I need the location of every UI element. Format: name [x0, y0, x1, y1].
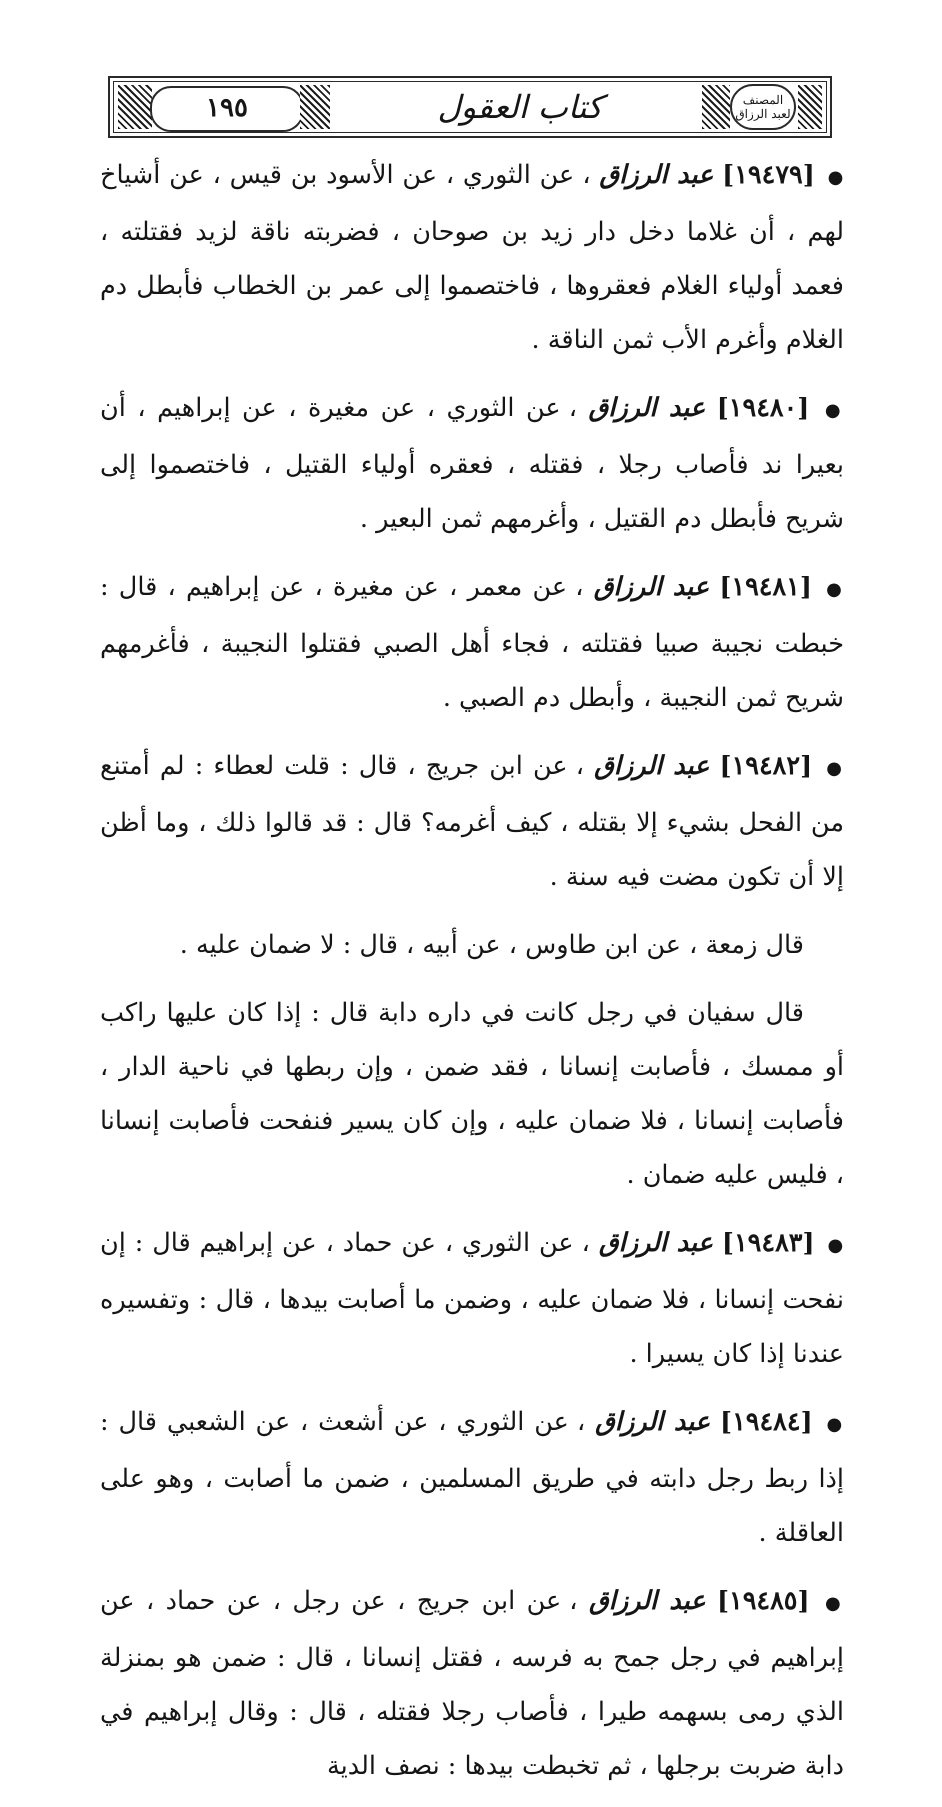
narrator: عبد الرزاق: [593, 572, 710, 602]
bullet-icon: ●: [827, 1235, 845, 1256]
bullet-icon: ●: [824, 400, 845, 421]
ornament-left-outer: [118, 85, 152, 129]
hadith-text: ، عن الثوري ، عن الأسود بن قيس ، عن أشياخ لهم ، أن غلاما دخل دار زيد بن صوحان ، فضربته ناقة لزيد فقتلته ، فعمد أولياء الغلام فعقروها ، فاختصموا إلى عمر بن الخطاب فأبطل دم الغلام وأغرم الأب ثمن الناقة .: [100, 160, 844, 355]
narrator: عبد الرزاق: [594, 751, 710, 781]
page-body: [100, 148, 844, 1807]
book-title: كتاب العقول: [437, 88, 603, 126]
hadith-text: ، عن الثوري ، عن حماد ، عن إبراهيم قال : إن نفحت إنسانا ، فلا ضمان عليه ، وضمن ما أصابت بيدها ، قال : وتفسيره عندنا إذا كان يسيرا .: [100, 1228, 844, 1369]
bullet-icon: ●: [827, 167, 844, 188]
hadith-number: [١٩٤٨٠]: [716, 393, 810, 423]
note-zamaa: قال زمعة ، عن ابن طاوس ، عن أبيه ، قال : لا ضمان عليه .: [179, 930, 804, 960]
narrator: عبد الرزاق: [598, 1228, 713, 1258]
bullet-icon: ●: [826, 579, 844, 600]
hadith-text: ، عن معمر ، عن مغيرة ، عن إبراهيم ، قال : خبطت نجيبة صبيا فقتلته ، فجاء أهل الصبي فقتلوا النجيبة ، فأغرمهم شريح ثمن النجيبة ، وأبطل دم الصبي .: [100, 572, 844, 713]
hadith-number: [١٩٤٨١]: [719, 572, 812, 602]
hadith-text: ، عن ابن جريج ، عن رجل ، عن حماد ، عن إبراهيم في رجل جمح به فرسه ، فقتل إنسانا ، قال : ضمن هو بمنزلة الذي رمى بسهمه طيرا ، فأصاب رجلا فقتله ، قال : وقال إبراهيم في دابة ضربت برجلها ، ثم تخبطت بيدها : نصف الدية: [100, 1586, 844, 1781]
hadith-19480: [100, 381, 844, 546]
narrator: عبد الرزاق: [588, 1586, 706, 1616]
hadith-number: [١٩٤٨٤]: [720, 1407, 813, 1437]
ornament-right-inner: [702, 85, 730, 129]
bullet-icon: ●: [824, 1593, 844, 1614]
hadith-number: [١٩٤٨٥]: [716, 1586, 810, 1616]
narrator: عبد الرزاق: [599, 160, 714, 190]
page-number: ١٩٥: [150, 86, 304, 132]
hadith-text: ، عن ابن جريج ، قال : قلت لعطاء : لم أمتنع من الفحل بشيء إلا بقتله ، كيف أغرمه؟ قال : قد قالوا ذلك ، وما أظن إلا أن تكون مضت فيه سنة .: [100, 751, 844, 892]
hadith-19481: [100, 560, 844, 725]
ornament-left-inner: [300, 85, 330, 129]
hadith-text: ، عن الثوري ، عن مغيرة ، عن إبراهيم ، أن بعيرا ند فأصاب رجلا ، فقتله ، فعقره أولياء القتيل ، فاختصموا إلى شريح فأبطل دم القتيل ، وأغرمهم ثمن البعير .: [100, 393, 844, 534]
page-header: [108, 76, 832, 138]
bullet-icon: ●: [826, 1414, 844, 1435]
bullet-icon: ●: [826, 758, 844, 779]
hadith-number: [١٩٤٨٣]: [721, 1228, 815, 1258]
narrator: عبد الرزاق: [595, 1407, 711, 1437]
hadith-19479: [100, 148, 844, 367]
hadith-19485: [100, 1574, 844, 1793]
hadith-number: [١٩٤٧٩]: [722, 160, 815, 190]
hadith-text: ، عن الثوري ، عن أشعث ، عن الشعبي قال : إذا ربط رجل دابته في طريق المسلمين ، ضمن ما أصابت ، وهو على العاقلة .: [100, 1407, 844, 1548]
hadith-19483: [100, 1216, 844, 1381]
narrator: عبد الرزاق: [588, 393, 706, 423]
note-sufyan: قال سفيان في رجل كانت في داره دابة قال : إذا كان عليها راكب أو ممسك ، فأصابت إنسانا ، فقد ضمن ، وإن ربطها في ناحية الدار ، فأصابت إنسانا ، فلا ضمان عليه ، وإن كان يسير فنفحت فأصابت إنسانا ، فليس عليه ضمان .: [100, 998, 844, 1190]
book-logo: المصنف لعبد الرزاق: [730, 84, 796, 130]
hadith-19484: [100, 1395, 844, 1560]
ornament-right-outer: [798, 85, 822, 129]
hadith-19482: [100, 739, 844, 904]
hadith-number: [١٩٤٨٢]: [719, 751, 813, 781]
